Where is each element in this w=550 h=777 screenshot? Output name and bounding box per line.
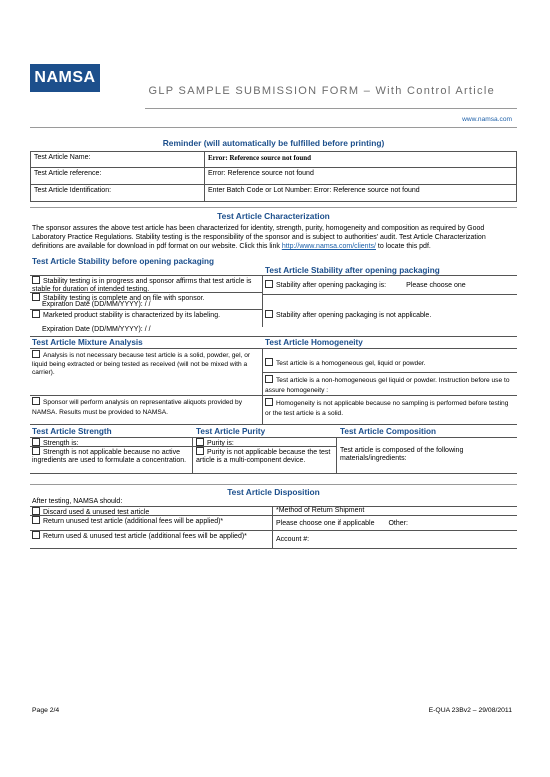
- reminder-value-reference[interactable]: Error: Reference source not found: [205, 168, 517, 185]
- checkbox-icon[interactable]: [265, 358, 273, 366]
- option-label: Marketed product stability is characterized by its labeling.: [43, 312, 221, 319]
- disposition-intro: After testing, NAMSA should:: [32, 498, 123, 505]
- mixture-option-2[interactable]: [32, 397, 257, 417]
- stability-after-option-1[interactable]: [265, 280, 515, 290]
- reminder-title: Reminder (will automatically be fulfilled before printing): [162, 138, 385, 148]
- header-divider: [145, 108, 517, 109]
- expiration-date-1[interactable]: Expiration Date (DD/MM/YYYY): / /: [42, 301, 151, 308]
- reminder-label: Test Article Identification:: [31, 185, 205, 202]
- option-label: Stability after opening packaging is:: [276, 282, 387, 289]
- stability-after-title: Test Article Stability after opening packaging: [265, 266, 440, 275]
- form-title: GLP SAMPLE SUBMISSION FORM – With Control Article: [148, 85, 495, 97]
- row-line: [30, 473, 517, 474]
- stability-before-option-3[interactable]: [32, 310, 257, 320]
- disposition-option-2[interactable]: [32, 516, 268, 526]
- mixture-title: Test Article Mixture Analysis: [32, 338, 143, 347]
- composition-title: Test Article Composition: [340, 427, 436, 436]
- characterization-paragraph: [32, 224, 516, 251]
- row-line: [30, 336, 517, 337]
- checkbox-icon[interactable]: [32, 293, 40, 301]
- reminder-value-identification[interactable]: Enter Batch Code or Lot Number: Error: Reference source not found: [205, 185, 517, 202]
- checkbox-icon[interactable]: [32, 531, 40, 539]
- row-line: [262, 294, 517, 295]
- characterization-text: The sponsor assures the above test article has been characterized for identity, strength, purity, homogeneity and composition as required by Good Laboratory Practice Regulations. Stability testing is the responsibility of the sponsor and is subject to authorities' audit. Test Article Characterization definitions are available for download in pdf format on our website. Click this link: [32, 225, 486, 251]
- homogeneity-option-1[interactable]: [265, 358, 515, 368]
- option-label: Return used & unused test article (additional fees will be applied)*: [43, 533, 247, 540]
- checkbox-icon[interactable]: [32, 438, 40, 446]
- option-label: Stability testing is complete and on file with sponsor.: [43, 295, 205, 302]
- purity-title: Test Article Purity: [196, 427, 266, 436]
- checkbox-icon[interactable]: [265, 310, 273, 318]
- clients-link[interactable]: http://www.namsa.com/clients/: [281, 243, 376, 251]
- checkbox-icon[interactable]: [32, 447, 40, 455]
- row-line: [30, 395, 517, 396]
- account-number-field[interactable]: Account #:: [276, 536, 310, 543]
- checkbox-icon[interactable]: [32, 516, 40, 524]
- option-label: Analysis is not necessary because test article is a solid, powder, gel, or liquid being extracted or being tested as received (will not be mixed with a carrier).: [32, 352, 251, 377]
- stability-before-title: Test Article Stability before opening packaging: [32, 257, 214, 266]
- option-label: Test article is a non-homogeneous gel liquid or powder. Instruction before use to assure homogeneity :: [265, 377, 510, 394]
- mixture-option-1[interactable]: [32, 350, 257, 378]
- composition-text[interactable]: Test article is composed of the following materials/ingredients:: [340, 447, 464, 463]
- col-line: [272, 506, 273, 548]
- checkbox-icon[interactable]: [265, 398, 273, 406]
- col-line: [262, 275, 263, 327]
- stability-after-option-2[interactable]: [265, 310, 515, 320]
- homogeneity-title: Test Article Homogeneity: [265, 338, 363, 347]
- checkbox-icon[interactable]: [265, 280, 273, 288]
- checkbox-icon[interactable]: [196, 447, 204, 455]
- option-label: Test article is a homogeneous gel, liquid or powder.: [276, 360, 426, 367]
- checkbox-icon[interactable]: [32, 507, 40, 515]
- option-label: Homogeneity is not applicable because no sampling is performed before testing or the test article is a solid.: [265, 400, 509, 417]
- checkbox-icon[interactable]: [32, 310, 40, 318]
- return-method-title: *Method of Return Shipment: [276, 507, 365, 514]
- col-line: [192, 437, 193, 473]
- reminder-label: Test Article reference:: [31, 168, 205, 185]
- checkbox-icon[interactable]: [265, 375, 273, 383]
- homogeneity-option-3[interactable]: [265, 398, 515, 418]
- page-number: Page 2/4: [32, 707, 60, 714]
- header-divider-2: [30, 127, 517, 128]
- strength-option-2[interactable]: [32, 447, 187, 465]
- checkbox-icon[interactable]: [196, 438, 204, 446]
- option-label: Purity is not applicable because the test article is a multi-component device.: [196, 449, 331, 465]
- checkbox-icon[interactable]: [32, 350, 40, 358]
- reminder-table: [30, 151, 517, 202]
- document-code: E-QUA 23Bv2 – 29/08/2011: [428, 707, 512, 714]
- stability-dropdown[interactable]: Please choose one: [406, 282, 466, 289]
- link-suffix: to locate this pdf.: [375, 243, 431, 251]
- option-label: Strength is:: [43, 440, 79, 447]
- row-line: [30, 548, 517, 549]
- return-method-dropdown[interactable]: Please choose one if applicable: [276, 520, 375, 527]
- expiration-date-2[interactable]: Expiration Date (DD/MM/YYYY): / /: [42, 326, 151, 333]
- option-label: Sponsor will perform analysis on representative aliquots provided by NAMSA. Results must be provided to NAMSA.: [32, 399, 243, 416]
- row-line: [262, 372, 517, 373]
- return-method-row: [276, 520, 408, 528]
- purity-option-2[interactable]: [196, 447, 333, 465]
- row-line: [30, 437, 517, 438]
- col-line: [336, 437, 337, 473]
- disposition-title: Test Article Disposition: [227, 487, 320, 497]
- option-label: Stability testing is in progress and sponsor affirms that test article is stable for duration of intended testing.: [32, 278, 252, 294]
- checkbox-icon[interactable]: [32, 397, 40, 405]
- option-label: Purity is:: [207, 440, 234, 447]
- homogeneity-option-2[interactable]: [265, 375, 515, 395]
- website-link[interactable]: www.namsa.com: [462, 116, 512, 123]
- section-divider: [30, 484, 517, 485]
- reminder-label: Test Article Name:: [31, 152, 205, 168]
- option-label: Return unused test article (additional fees will be applied)*: [43, 518, 224, 525]
- row-line: [30, 424, 517, 425]
- option-label: Discard used & unused test article: [43, 509, 150, 516]
- col-line: [262, 348, 263, 424]
- return-method-other[interactable]: Other:: [388, 520, 408, 527]
- row-line: [30, 348, 517, 349]
- option-label: Strength is not applicable because no active ingredients are used to formulate a concentration.: [32, 449, 187, 465]
- namsa-logo: NAMSA: [30, 64, 100, 92]
- section-divider: [30, 207, 517, 208]
- reminder-value-name[interactable]: Error: Reference source not found: [205, 152, 517, 168]
- strength-title: Test Article Strength: [32, 427, 112, 436]
- option-label: Stability after opening packaging is not applicable.: [276, 312, 432, 319]
- disposition-option-3[interactable]: [32, 531, 268, 541]
- characterization-title: Test Article Characterization: [217, 211, 330, 221]
- checkbox-icon[interactable]: [32, 276, 40, 284]
